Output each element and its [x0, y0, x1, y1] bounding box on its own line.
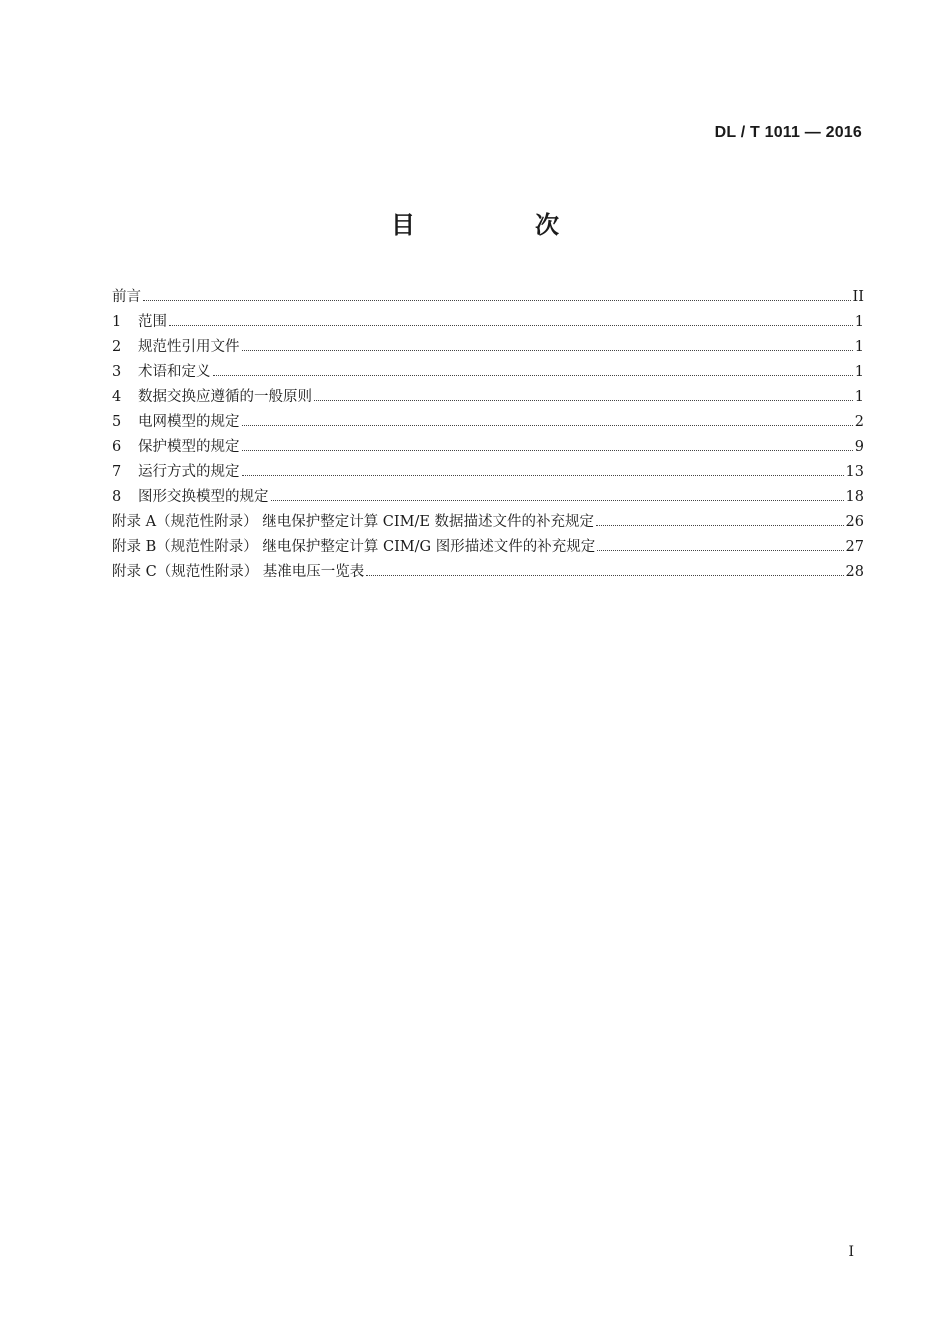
toc-entry-appendix-b[interactable] — [112, 535, 864, 560]
toc-entry-5[interactable] — [112, 410, 864, 435]
toc-entry-page: 1 — [854, 314, 864, 330]
toc-leader-dots — [242, 475, 844, 476]
toc-entry-2[interactable] — [112, 335, 864, 360]
page-title: 目 次 — [391, 211, 607, 239]
toc-leader-dots — [143, 300, 851, 301]
toc-entry-page: 1 — [854, 339, 864, 355]
toc-entry-text: 前言 — [112, 289, 141, 305]
toc-leader-dots — [169, 325, 853, 326]
toc-entry-page: 1 — [854, 364, 864, 380]
toc-entry-number: 3 — [112, 364, 122, 380]
toc-entry-7[interactable] — [112, 460, 864, 485]
toc-entry-text: 运行方式的规定 — [138, 464, 240, 480]
toc-entry-appendix-a[interactable] — [112, 510, 864, 535]
toc-leader-dots — [271, 500, 844, 501]
toc-leader-dots — [242, 350, 853, 351]
toc-entry-page: 13 — [845, 464, 864, 480]
toc-entry-text: 数据交换应遵循的一般原则 — [138, 389, 312, 405]
toc-entry-number: 7 — [112, 464, 122, 480]
toc-entry-text: 附录 A（规范性附录） 继电保护整定计算 CIM/E 数据描述文件的补充规定 — [112, 514, 595, 530]
toc-entry-number: 6 — [112, 439, 122, 455]
toc-entry-text: 附录 C（规范性附录） 基准电压一览表 — [112, 564, 365, 580]
toc-entry-number: 1 — [112, 314, 122, 330]
toc-leader-dots — [597, 550, 843, 551]
toc-entry-page: 28 — [845, 564, 864, 580]
toc-entry-foreword[interactable] — [112, 285, 864, 310]
toc-entry-appendix-c[interactable] — [112, 560, 864, 585]
toc-entry-8[interactable] — [112, 485, 864, 510]
toc-leader-dots — [242, 425, 853, 426]
toc-leader-dots — [314, 400, 853, 401]
toc-entry-page: 2 — [854, 414, 864, 430]
toc-entry-number: 5 — [112, 414, 122, 430]
toc-entry-page: II — [852, 289, 864, 305]
toc-entry-1[interactable] — [112, 310, 864, 335]
toc-leader-dots — [366, 575, 843, 576]
standard-number: DL / T 1011 — 2016 — [714, 124, 862, 141]
toc-entry-page: 9 — [854, 439, 864, 455]
toc-entry-text: 范围 — [138, 314, 167, 330]
toc-entry-page: 1 — [854, 389, 864, 405]
table-of-contents — [112, 285, 864, 585]
toc-entry-text: 术语和定义 — [138, 364, 211, 380]
toc-entry-text: 保护模型的规定 — [138, 439, 240, 455]
toc-entry-text: 规范性引用文件 — [138, 339, 240, 355]
toc-entry-number: 2 — [112, 339, 122, 355]
toc-entry-page: 27 — [845, 539, 864, 555]
toc-leader-dots — [242, 450, 853, 451]
toc-entry-6[interactable] — [112, 435, 864, 460]
toc-entry-4[interactable] — [112, 385, 864, 410]
toc-entry-page: 26 — [845, 514, 864, 530]
toc-entry-text: 附录 B（规范性附录） 继电保护整定计算 CIM/G 图形描述文件的补充规定 — [112, 539, 596, 555]
page-number: I — [848, 1244, 854, 1260]
toc-entry-number: 8 — [112, 489, 122, 505]
toc-leader-dots — [213, 375, 853, 376]
toc-entry-text: 电网模型的规定 — [138, 414, 240, 430]
toc-entry-3[interactable] — [112, 360, 864, 385]
toc-entry-number: 4 — [112, 389, 122, 405]
toc-leader-dots — [596, 525, 844, 526]
toc-entry-text: 图形交换模型的规定 — [138, 489, 269, 505]
toc-entry-page: 18 — [845, 489, 864, 505]
